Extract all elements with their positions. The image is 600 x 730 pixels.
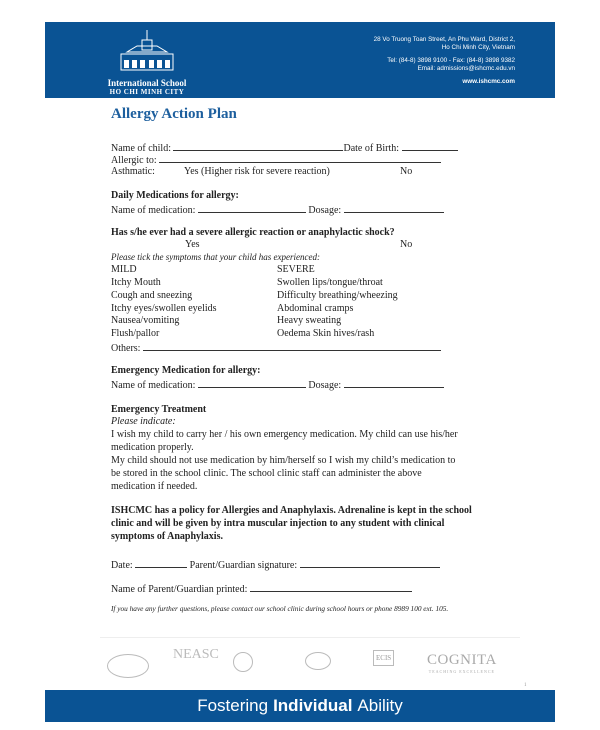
symptom-mild[interactable]: Nausea/vomiting [111,315,180,326]
ib-logo [233,652,253,672]
asthmatic-yes-option[interactable]: Yes (Higher risk for severe reaction) [184,166,330,177]
symptom-row [111,290,398,302]
signature-field[interactable] [300,558,440,568]
cognita-logo: COGNITA TEACHING EXCELLENCE [427,652,497,674]
emergency-treatment-heading: Emergency Treatment [111,404,207,415]
child-name-row: Name of child: Date of Birth: [111,141,458,155]
treatment-option-clinic[interactable]: My child should not use medication by him/herself so I wish my child’s medication to [111,455,456,466]
allergic-to-field[interactable] [159,153,441,163]
treatment-option-carry[interactable]: I wish my child to carry her / his own emergency medication. My child can use his/her [111,429,458,440]
policy-text: clinic and will be given by intra muscular injection to any student with clinical [111,518,445,529]
symptom-severe[interactable]: Abdominal cramps [277,303,354,314]
symptom-row [111,277,383,289]
signature-row: Date: Parent/Guardian signature: [111,558,440,572]
header-banner [45,22,555,98]
severe-yes-option[interactable]: Yes [185,239,200,250]
asthmatic-no-option[interactable]: No [400,166,413,177]
symptom-mild[interactable]: Flush/pallor [111,328,160,339]
policy-text: symptoms of Anaphylaxis. [111,531,223,542]
daily-dosage-field[interactable] [344,203,444,213]
footer-banner: Fostering Individual Ability [45,690,555,722]
divider [100,637,520,638]
asthmatic-row: Asthmatic: Yes (Higher risk for severe reaction) No [111,166,413,177]
severe-heading: SEVERE [277,264,315,275]
footnote: If you have any further questions, please contact our school clinic during school hours or phone 8989 100 ext. 105. [111,604,449,613]
severe-reaction-heading: Has s/he ever had a severe allergic reaction or anaphylactic shock? [111,227,395,238]
neasc-logo: NEASC [173,647,219,662]
treatment-text: medication properly. [111,442,194,453]
child-name-field[interactable] [173,141,343,151]
daily-med-name-field[interactable] [198,203,306,213]
ecis-logo: ECIS [373,650,394,666]
emergency-med-row: Name of medication: Dosage: [111,378,444,392]
school-building-icon [117,30,177,74]
symptom-row [111,328,375,340]
earcos-logo [305,652,331,670]
symptom-severe[interactable]: Oedema Skin hives/rash [277,328,375,339]
daily-meds-heading: Daily Medications for allergy: [111,190,239,201]
symptoms-instruction: Please tick the symptoms that your child has experienced: [111,252,320,262]
page-number: 1 [524,683,527,688]
accreditation-logos [105,648,505,688]
allergic-row: Allergic to: [111,153,441,167]
printed-name-row: Name of Parent/Guardian printed: [111,582,412,596]
daily-med-row: Name of medication: Dosage: [111,203,444,217]
treatment-text: medication if needed. [111,481,198,492]
others-row: Others: [111,341,441,355]
contact-info: 28 Vo Truong Toan Street, An Phu Ward, District 2, Ho Chi Minh City, Vietnam Tel: (84-8) 3898 9100 - Fax: (84-8) 3898 9382 Email: admissions@ishcmc.edu.vn www.ishcmc.com [373,36,515,85]
symptom-row [111,303,354,315]
treatment-text: be stored in the school clinic. The school clinic staff can administer the above [111,468,422,479]
symptom-severe[interactable]: Swollen lips/tongue/throat [277,277,383,288]
treatment-instruction: Please indicate: [111,416,176,427]
symptom-severe[interactable]: Difficulty breathing/wheezing [277,290,398,301]
severe-no-option[interactable]: No [400,239,413,250]
cis-logo [107,654,149,678]
others-field[interactable] [143,341,441,351]
page-title: Allergy Action Plan [111,106,237,122]
symptom-severe[interactable]: Heavy sweating [277,315,342,326]
emergency-dosage-field[interactable] [344,378,444,388]
symptom-row [111,315,342,327]
date-field[interactable] [135,558,187,568]
symptom-mild[interactable]: Itchy Mouth [111,277,161,288]
printed-name-field[interactable] [250,582,412,592]
symptom-mild[interactable]: Cough and sneezing [111,290,193,301]
symptom-mild[interactable]: Itchy eyes/swollen eyelids [111,303,217,314]
dob-field[interactable] [402,141,458,151]
school-logo: International School HO CHI MINH CITY [107,30,187,96]
emergency-med-heading: Emergency Medication for allergy: [111,365,261,376]
mild-heading: MILD [111,264,137,275]
emergency-med-name-field[interactable] [198,378,306,388]
policy-text: ISHCMC has a policy for Allergies and Anaphylaxis. Adrenaline is kept in the school [111,505,472,516]
